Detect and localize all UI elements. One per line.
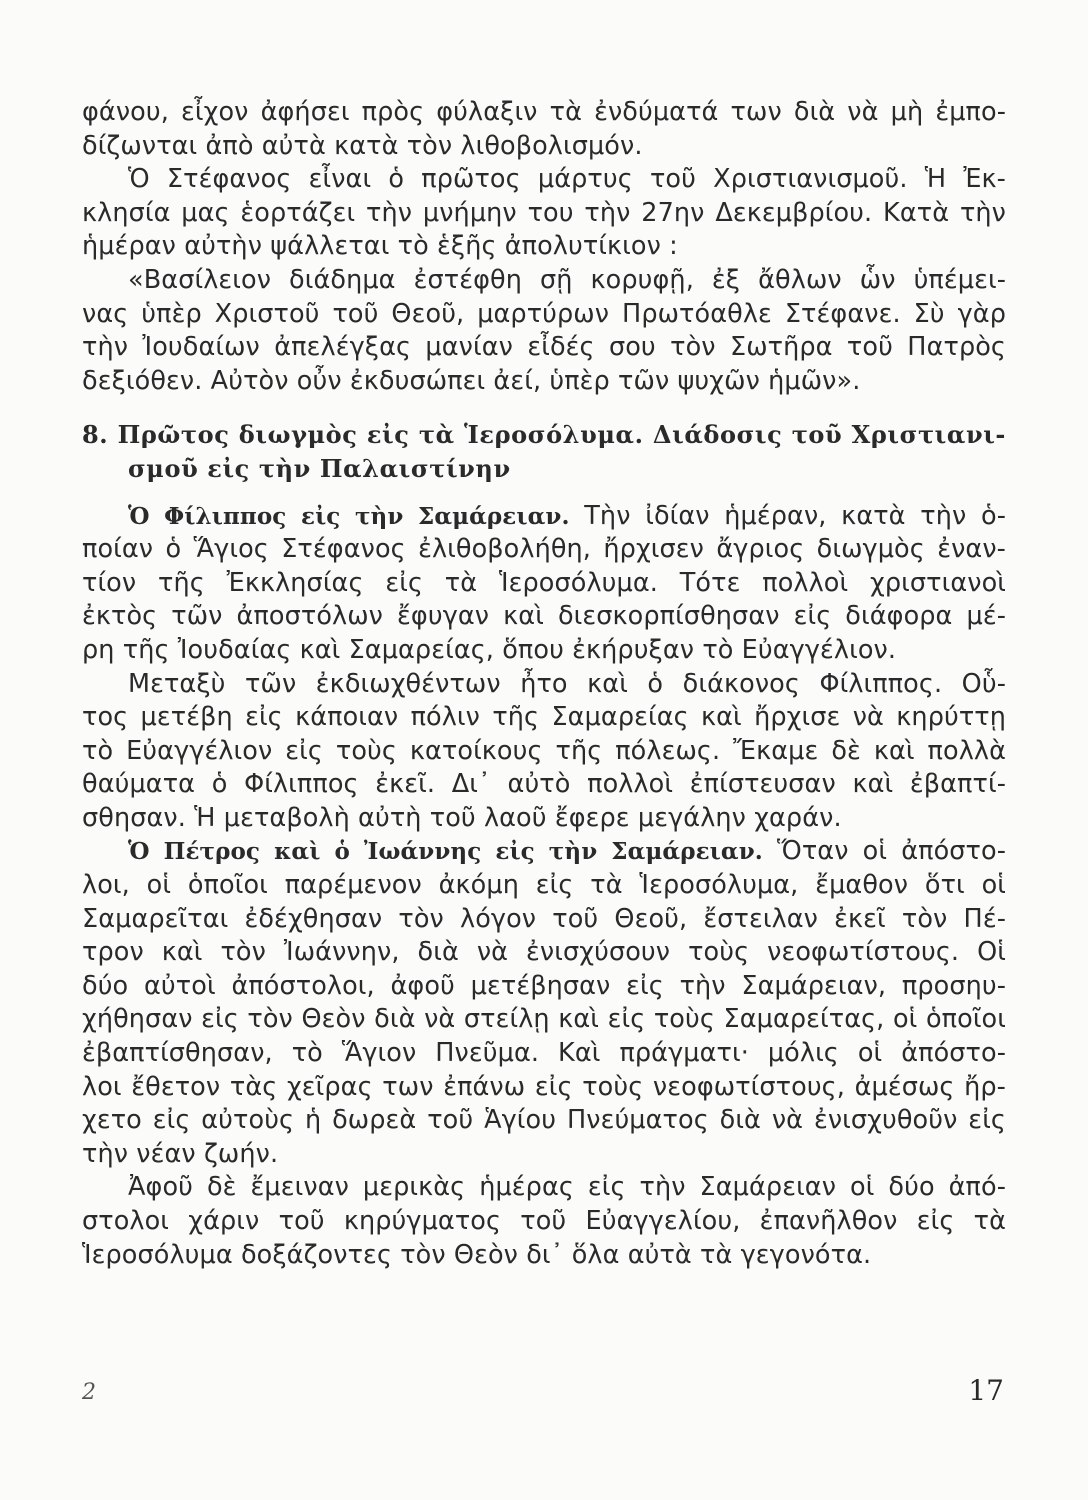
heading-line: σμοῦ εἰς τὴν Παλαιστίνην (128, 453, 511, 483)
text-line: ἡμέραν αὐτὴν ψάλλεται τὸ ἑξῆς ἀπολυτίκιον : (82, 231, 678, 262)
text-line: σθησαν. Ἡ μεταβολὴ αὐτὴ τοῦ λαοῦ ἔφερε μεγάλην χαράν. (82, 802, 842, 833)
page-body (82, 96, 1006, 1272)
text-line: φάνου, εἶχον ἀφήσει πρὸς φύλαξιν τὰ ἐνδύματά των διὰ νὰ μὴ ἐμπο- (82, 97, 1006, 127)
text-line: τρον καὶ τὸν Ἰωάννην, διὰ νὰ ἐνισχύσουν τοὺς νεοφωτίστους. Οἱ (82, 937, 1006, 968)
text-line: τίον τῆς Ἐκκλησίας εἰς τὰ Ἱεροσόλυμα. Τότε πολλοὶ χριστιανοὶ (82, 567, 1006, 598)
text-line: ἐβαπτίσθησαν, τὸ Ἅγιον Πνεῦμα. Καὶ πράγματι· μόλις οἱ ἀπόστο- (82, 1038, 1006, 1069)
text-line (82, 835, 1006, 869)
text-line: τος μετέβη εἰς κάποιαν πόλιν τῆς Σαμαρείας καὶ ἤρχισε νὰ κηρύττῃ (82, 702, 1006, 733)
text-line: Ἱεροσόλυμα δοξάζοντες τὸν Θεὸν δι᾿ ὅλα αὐτὰ τὰ γεγονότα. (82, 1239, 872, 1270)
text-line: νας ὑπὲρ Χριστοῦ τοῦ Θεοῦ, μαρτύρων Πρωτόαθλε Στέφανε. Σὺ γὰρ (82, 298, 1006, 329)
paragraph-1 (82, 96, 1006, 163)
text-line: θαύματα ὁ Φίλιππος ἐκεῖ. Δι᾿ αὐτὸ πολλοὶ ἐπίστευσαν καὶ ἐβαπτί- (82, 769, 1006, 800)
text-line: δύο αὐτοὶ ἀπόστολοι, ἀφοῦ μετέβησαν εἰς τὴν Σαμάρειαν, προσηυ- (82, 970, 1006, 1001)
heading-line: 8. Πρῶτος διωγμὸς εἰς τὰ Ἱεροσόλυμα. Διάδοσις τοῦ Χριστιανι- (82, 420, 1006, 450)
text-line: ποίαν ὁ Ἅγιος Στέφανος ἐλιθοβολήθη, ἤρχισεν ἄγριος διωγμὸς ἐναν- (82, 534, 1006, 565)
hymn-quote (82, 264, 1006, 398)
text-line: στολοι χάριν τοῦ κηρύγματος τοῦ Εὐαγγελίου, ἐπανῆλθον εἰς τὰ (82, 1206, 1006, 1236)
paragraph-7 (82, 1171, 1006, 1272)
text-line: Μεταξὺ τῶν ἐκδιωχθέντων ἦτο καὶ ὁ διάκονος Φίλιππος. Οὗ- (128, 668, 1006, 699)
text-line: «Βασίλειον διάδημα ἐστέφθη σῇ κορυφῇ, ἐξ ἄθλων ὧν ὑπέμει- (128, 264, 1006, 295)
text-line: λοι, οἱ ὁποῖοι παρέμενον ἀκόμη εἰς τὰ Ἱεροσόλυμα, ἔμαθον ὅτι οἱ (82, 870, 1006, 901)
text-line: ἐκτὸς τῶν ἀποστόλων ἔφυγαν καὶ διεσκορπίσθησαν εἰς διάφορα μέ- (82, 601, 1006, 632)
text-line: Ὁ Στέφανος εἶναι ὁ πρῶτος μάρτυς τοῦ Χριστιανισμοῦ. Ἡ Ἐκ- (128, 164, 1006, 195)
text-line: τὸ Εὐαγγέλιον εἰς τοὺς κατοίκους τῆς πόλεως. Ἔκαμε δὲ καὶ πολλὰ (82, 735, 1006, 766)
text-line: ρη τῆς Ἰουδαίας καὶ Σαμαρείας, ὅπου ἐκήρυξαν τὸ Εὐαγγέλιον. (82, 634, 897, 665)
text-line: χήθησαν εἰς τὸν Θεὸν διὰ νὰ στείλῃ καὶ εἰς τοὺς Σαμαρείτας, οἱ ὁποῖοι (82, 1004, 1006, 1035)
text-span: Τὴν ἰδίαν ἡμέραν, κατὰ τὴν ὁ- (569, 500, 1006, 531)
text-line: κλησία μας ἑορτάζει τὴν μνήμην του τὴν 27ην Δεκεμβρίου. Κατὰ τὴν (82, 197, 1006, 228)
signature-mark: 2 (82, 1380, 96, 1405)
text-line: Σαμαρεῖται ἐδέχθησαν τὸν λόγον τοῦ Θεοῦ, ἔστειλαν ἐκεῖ τὸν Πέ- (82, 903, 1006, 934)
text-line: τὴν νέαν ζωήν. (82, 1138, 279, 1169)
paragraph-5 (82, 668, 1006, 836)
paragraph-2 (82, 163, 1006, 264)
text-line: χετο εἰς αὐτοὺς ἡ δωρεὰ τοῦ Ἁγίου Πνεύματος διὰ νὰ ἐνισχυθοῦν εἰς (82, 1105, 1006, 1136)
text-line: λοι ἔθετον τὰς χεῖρας των ἐπάνω εἰς τοὺς νεοφωτίστους, ἀμέσως ἤρ- (82, 1071, 1006, 1102)
text-line: δεξιόθεν. Αὐτὸν οὖν ἐκδυσώπει ἀεί, ὑπὲρ τῶν ψυχῶν ἡμῶν». (82, 365, 861, 396)
section-heading (82, 418, 1006, 485)
page-number: 17 (968, 1374, 1004, 1407)
paragraph-philip (82, 500, 1006, 668)
paragraph-lead: Ὁ Πέτρος καὶ ὁ Ἰωάννης εἰς τὴν Σαμάρειαν. (128, 838, 763, 866)
paragraph-lead: Ὁ Φίλιππος εἰς τὴν Σαμάρειαν. (128, 502, 570, 530)
text-line: τὴν Ἰουδαίων ἀπελέγξας μανίαν εἶδές σου τὸν Σωτῆρα τοῦ Πατρὸς (82, 332, 1006, 363)
text-line (82, 500, 1006, 534)
text-line: δίζωνται ἀπὸ αὐτὰ κατὰ τὸν λιθοβολισμόν. (82, 130, 643, 161)
text-line: Ἀφοῦ δὲ ἔμειναν μερικὰς ἡμέρας εἰς τὴν Σαμάρειαν οἱ δύο ἀπό- (128, 1172, 1006, 1203)
text-span: Ὅταν οἱ ἀπόστο- (762, 836, 1007, 867)
paragraph-peter-john (82, 835, 1006, 1171)
